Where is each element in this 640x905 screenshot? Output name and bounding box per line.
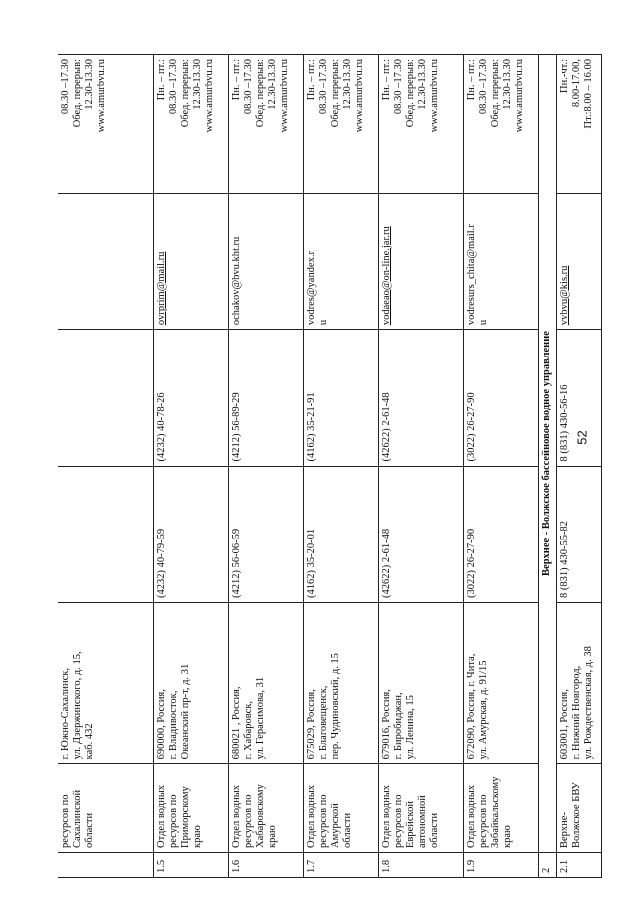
department-name-line: ресурсов по: [167, 794, 179, 848]
department-name-line: Отдел водных: [465, 785, 477, 848]
address-cell-line: ул. Рождественская, д. 38: [582, 646, 594, 760]
table-row: [378, 55, 463, 878]
address-cell: [153, 602, 228, 763]
department-name-line: ресурсов по: [317, 794, 329, 848]
address-cell: [556, 602, 601, 763]
address-cell-line: г. Владивосток,: [167, 690, 179, 760]
department-name-line: краю: [266, 825, 278, 848]
address-cell-line: г. Благовещенск,: [317, 685, 329, 760]
address-cell-line: 603001, Россия,: [558, 689, 570, 760]
page-number: 52: [574, 430, 590, 445]
department-name: [556, 764, 601, 853]
department-name-line: краю: [191, 825, 203, 848]
address-cell-line: ул. Амурская, д. 91/15: [477, 660, 489, 760]
hours-cell-line: Пн. – пт.:: [230, 59, 242, 101]
address-cell: [228, 602, 303, 763]
phone-cell-text: 8 (831) 430-55-82: [558, 520, 570, 598]
fax-cell: [228, 330, 303, 466]
email-cell-text: vodaeao@on-line.jar.ru: [380, 226, 392, 326]
hours-cell: [228, 55, 303, 194]
fax-cell: [303, 330, 378, 466]
address-cell-line: 675029, Россия,: [305, 689, 317, 760]
department-name-line: Амурской: [329, 803, 341, 848]
hours-cell-line: 08.30 –17.30: [317, 59, 329, 115]
row-number: [556, 853, 601, 878]
fax-cell: [556, 330, 601, 466]
department-name-line: Отдел водных: [380, 785, 392, 848]
department-name-line: Отдел водных: [155, 785, 167, 848]
row-number-text: 1.7: [305, 859, 317, 873]
fax-cell: [58, 330, 153, 466]
hours-cell-line: Обед. перерыв:: [489, 59, 501, 128]
department-name-line: ресурсов по: [60, 794, 71, 848]
email-cell-text: ochakov@bvu.kht.ru: [230, 236, 242, 326]
hours-cell-line: Обед. перерыв:: [179, 59, 191, 128]
department-name: [303, 764, 378, 853]
department-name-line: ресурсов по: [242, 794, 254, 848]
hours-cell-line: 12.30-13.30: [501, 59, 513, 110]
hours-cell-line: 12.30-13.30: [416, 59, 428, 110]
email-cell-line: vodresurs_chita@mail.r: [465, 224, 477, 326]
hours-cell-line: www.amurbvu.ru: [278, 59, 290, 133]
hours-cell-line: 08.30 –17.30: [167, 59, 179, 115]
row-number-text: 1.8: [380, 859, 392, 873]
hours-cell-line: Обед. перерыв:: [254, 59, 266, 128]
hours-cell-line: www.amurbvu.ru: [96, 59, 107, 133]
phone-cell: [153, 466, 228, 602]
address-cell-line: г. Биробиджан,: [392, 692, 404, 760]
hours-cell-line: 8.00-17.00,: [570, 59, 582, 108]
section-title: [538, 55, 556, 853]
department-name-line: Отдел водных: [230, 785, 242, 848]
row-number: [58, 853, 153, 878]
address-cell-line: г. Хабаровск,: [242, 700, 254, 760]
phone-cell: [303, 466, 378, 602]
department-name-line: Отдел водных: [305, 785, 317, 848]
hours-cell-line: 12.30-13.30: [191, 59, 203, 110]
phone-cell-text: (42622) 2-61-48: [380, 528, 392, 598]
department-name: [463, 764, 538, 853]
address-cell-line: ул. Герасимова, 31: [254, 676, 266, 760]
department-name-line: автономной: [416, 795, 428, 848]
hours-cell-line: 08.30 –17.30: [392, 59, 404, 115]
section-row: [538, 55, 556, 878]
address-cell: [378, 602, 463, 763]
table-row: [556, 55, 601, 878]
address-cell-line: Океанский пр-т, д. 31: [179, 663, 191, 760]
email-cell: [303, 193, 378, 329]
phone-cell-text: (4212) 56-06-59: [230, 528, 242, 598]
fax-cell-text: (4212) 56-89-29: [230, 392, 242, 462]
fax-cell-text: (3022) 26-27-90: [465, 392, 477, 462]
hours-cell: [303, 55, 378, 194]
row-number-text: 2.1: [558, 859, 570, 873]
phone-cell-text: (4162) 35-20-01: [305, 528, 317, 598]
table-row: [153, 55, 228, 878]
hours-cell-line: www.amurbvu.ru: [203, 59, 215, 133]
email-cell-line: vodres@yandex.r: [305, 251, 317, 326]
section-title-text: Верхнее - Волжское бассейновое водное управление: [541, 331, 552, 576]
department-name: [58, 764, 153, 853]
email-cell: [378, 193, 463, 329]
email-cell: [58, 193, 153, 329]
hours-cell-line: Обед. перерыв:: [72, 59, 83, 128]
hours-cell: [153, 55, 228, 194]
address-cell-line: каб. 432: [84, 723, 95, 760]
email-cell-text: ovrprim@mail.ru: [155, 251, 167, 326]
department-name-line: Приморскому: [179, 786, 191, 848]
address-cell-line: 690000, Россия,: [155, 689, 167, 760]
hours-cell-line: www.amurbvu.ru: [428, 59, 440, 133]
department-name: [378, 764, 463, 853]
fax-cell: [153, 330, 228, 466]
hours-cell-line: Пн. – пт.:: [155, 59, 167, 101]
row-number: [463, 853, 538, 878]
table-body: [58, 55, 601, 878]
row-number: [303, 853, 378, 878]
hours-cell-line: Пт.:8.00 – 16.00: [582, 59, 594, 129]
hours-cell-line: 08.30 –17.30: [242, 59, 254, 115]
address-cell: [58, 602, 153, 763]
address-cell-line: г. Нижний Новгород,: [570, 665, 582, 760]
email-cell: [153, 193, 228, 329]
address-cell: [463, 602, 538, 763]
address-cell: [303, 602, 378, 763]
address-cell-line: пер. Чудиновский, д. 15: [329, 653, 341, 760]
department-name-line: Еврейской: [404, 801, 416, 848]
fax-cell-text: 8 (831) 430-56-16: [558, 384, 570, 462]
hours-cell-line: 12.30-13.30: [341, 59, 353, 110]
address-cell-line: ул. Ленина, 15: [404, 695, 416, 760]
table-row: [58, 55, 153, 878]
address-cell-line: г. Южно-Сахалинск,: [60, 668, 71, 760]
fax-cell-text: (4162) 35-21-91: [305, 392, 317, 462]
fax-cell-text: (42622) 2-61-48: [380, 392, 392, 462]
department-name: [228, 764, 303, 853]
department-name-line: краю: [501, 825, 513, 848]
section-number: [538, 853, 556, 878]
hours-cell-line: Обед. перерыв:: [404, 59, 416, 128]
department-name-line: Волжское БВУ: [570, 782, 582, 848]
email-cell-line: u: [317, 319, 329, 326]
section-number-text: 2: [540, 867, 552, 873]
email-cell: [463, 193, 538, 329]
hours-cell-line: Пн.-чт.:: [558, 59, 570, 93]
fax-cell: [378, 330, 463, 466]
department-name-line: области: [428, 812, 440, 848]
phone-cell: [58, 466, 153, 602]
email-cell: [228, 193, 303, 329]
row-number-text: 1.6: [230, 859, 242, 873]
table-row: [228, 55, 303, 878]
hours-cell-line: Пн. – пт.:: [380, 59, 392, 101]
table-row: [303, 55, 378, 878]
email-cell-line: u: [477, 319, 489, 326]
row-number-text: 1.5: [155, 859, 167, 873]
department-name-line: Хабаровскому: [254, 784, 266, 848]
rotated-table-frame: [58, 54, 594, 878]
fax-cell-text: (4232) 40-78-26: [155, 392, 167, 462]
row-number: [378, 853, 463, 878]
hours-cell: [378, 55, 463, 194]
phone-cell: [228, 466, 303, 602]
hours-cell-line: 12.30-13.30: [84, 59, 95, 110]
address-cell-line: 672090, Россия, г. Чита,: [465, 653, 477, 760]
phone-cell: [463, 466, 538, 602]
phone-cell: [556, 466, 601, 602]
email-cell-text: vvbvu@kis.ru: [558, 265, 570, 326]
hours-cell-line: 08.30 –17.30: [60, 59, 71, 115]
email-cell: [556, 193, 601, 329]
phone-cell: [378, 466, 463, 602]
department-name-line: ресурсов по: [477, 794, 489, 848]
row-number-text: 1.9: [465, 859, 477, 873]
hours-cell-line: 08.30 –17.30: [477, 59, 489, 115]
department-name-line: ресурсов по: [392, 794, 404, 848]
row-number: [228, 853, 303, 878]
phone-cell-text: (3022) 26-27-90: [465, 528, 477, 598]
hours-cell-line: Обед. перерыв:: [329, 59, 341, 128]
department-name-line: Забайкальскому: [489, 776, 501, 848]
contacts-table: [58, 54, 602, 878]
hours-cell-line: Пн. – пт.:: [305, 59, 317, 101]
hours-cell: [58, 55, 153, 194]
phone-cell-text: (4232) 40-79-59: [155, 528, 167, 598]
hours-cell-line: www.amurbvu.ru: [353, 59, 365, 133]
fax-cell: [463, 330, 538, 466]
hours-cell: [556, 55, 601, 194]
hours-cell-line: www.amurbvu.ru: [513, 59, 525, 133]
table-row: [463, 55, 538, 878]
department-name-line: Сахалинской: [72, 789, 83, 848]
address-cell-line: ул. Дзержинского, д. 15,: [72, 651, 83, 760]
row-number: [153, 853, 228, 878]
hours-cell-line: 12.30-13.30: [266, 59, 278, 110]
hours-cell-line: Пн. – пт.:: [465, 59, 477, 101]
department-name-line: Верхне-: [558, 812, 570, 848]
department-name: [153, 764, 228, 853]
address-cell-line: 680021 , Россия,: [230, 686, 242, 760]
address-cell-line: 679016, Россия,: [380, 689, 392, 760]
department-name-line: области: [341, 812, 353, 848]
department-name-line: области: [84, 812, 95, 848]
hours-cell: [463, 55, 538, 194]
